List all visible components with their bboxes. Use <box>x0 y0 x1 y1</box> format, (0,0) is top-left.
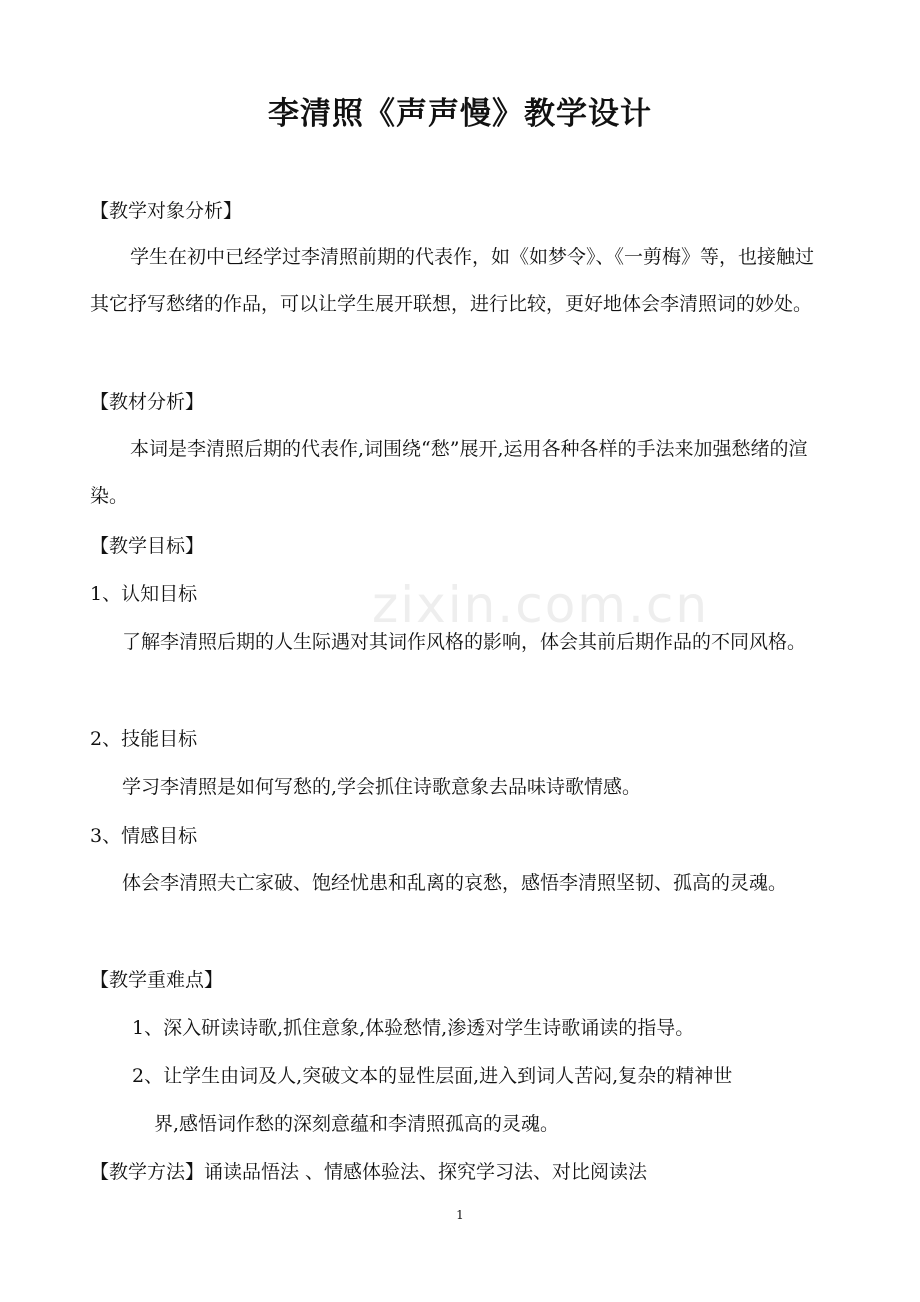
objective-emotion-heading: 3、情感目标 <box>90 825 198 847</box>
page-number: 1 <box>456 1208 464 1222</box>
student-analysis-paragraph: 学生在初中已经学过李清照前期的代表作，如《如梦令》、《一剪梅》等，也接触过其它抒写愁绪的作品，可以让学生展开联想，进行比较，更好地体会李清照词的妙处。 <box>90 246 815 315</box>
document-title: 李清照《声声慢》教学设计 <box>268 96 652 132</box>
objective-emotion-paragraph: 体会李清照夫亡家破、饱经忧患和乱离的哀愁，感悟李清照坚韧、孤高的灵魂。 <box>122 872 788 894</box>
key-point-item-2-line-2: 界,感悟词作愁的深刻意蕴和李清照孤高的灵魂。 <box>154 1113 560 1135</box>
methods-text: 诵读品悟法 、情感体验法、探究学习法、对比阅读法 <box>204 1161 648 1183</box>
section-heading-methods: 【教学方法】 <box>90 1161 205 1183</box>
objective-skill-heading: 2、技能目标 <box>90 728 198 750</box>
section-heading-key-points: 【教学重难点】 <box>90 969 224 991</box>
material-analysis-paragraph: 本词是李清照后期的代表作,词围绕“愁”展开,运用各种各样的手法来加强愁绪的渲染。 <box>90 438 808 507</box>
key-point-item-1: 1、深入研读诗歌,抓住意象,体验愁情,渗透对学生诗歌诵读的指导。 <box>132 1017 695 1039</box>
section-heading-objectives: 【教学目标】 <box>90 535 205 557</box>
watermark: zixin.com.cn <box>372 576 710 634</box>
objective-cognitive-paragraph: 了解李清照后期的人生际遇对其词作风格的影响，体会其前后期作品的不同风格。 <box>122 631 807 653</box>
section-heading-material-analysis: 【教材分析】 <box>90 391 205 413</box>
methods-line <box>90 1158 647 1186</box>
section-heading-student-analysis: 【教学对象分析】 <box>90 200 243 222</box>
objective-cognitive-heading: 1、认知目标 <box>90 583 198 605</box>
objective-skill-paragraph: 学习李清照是如何写愁的,学会抓住诗歌意象去品味诗歌情感。 <box>122 776 642 798</box>
key-point-item-2-line-1: 2、让学生由词及人,突破文本的显性层面,进入到词人苦闷,复杂的精神世 <box>132 1065 733 1087</box>
